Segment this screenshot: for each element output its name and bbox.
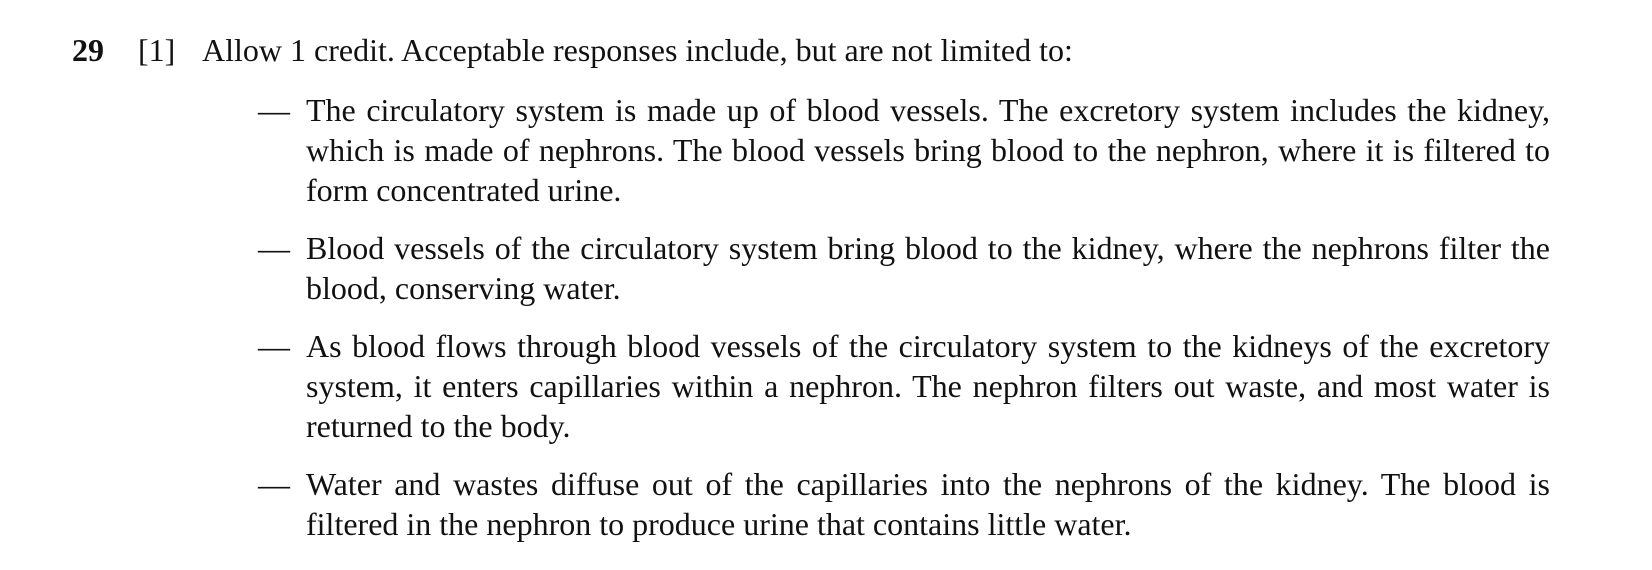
- response-item-1: [258, 90, 1550, 210]
- response-item-3: [258, 326, 1550, 446]
- response-text: As blood flows through blood vessels of the circulatory system to the kidneys of the excretory system, it enters capillaries within a nephron. The nephron filters out waste, and most water is returned to the body.: [306, 328, 1550, 444]
- response-item-2: [258, 228, 1550, 308]
- response-text: The circulatory system is made up of blood vessels. The excretory system includes the kidney, which is made of nephrons. The blood vessels bring blood to the nephron, where it is filtered to form concentrated urine.: [306, 92, 1550, 208]
- response-item-4: [258, 464, 1550, 544]
- dash-marker: —: [258, 466, 290, 502]
- credit-tag: [1]: [138, 32, 176, 68]
- response-text: Water and wastes diffuse out of the capillaries into the nephrons of the kidney. The blood is filtered in the nephron to produce urine that contains little water.: [306, 466, 1550, 542]
- response-text: Blood vessels of the circulatory system bring blood to the kidney, where the nephrons filter the blood, conserving water.: [306, 230, 1550, 306]
- acceptable-responses-list: [258, 90, 1550, 562]
- question-intro: Allow 1 credit. Acceptable responses include, but are not limited to:: [202, 32, 1073, 68]
- dash-marker: —: [258, 328, 290, 364]
- dash-marker: —: [258, 92, 290, 128]
- dash-marker: —: [258, 230, 290, 266]
- question-number: 29: [72, 32, 104, 68]
